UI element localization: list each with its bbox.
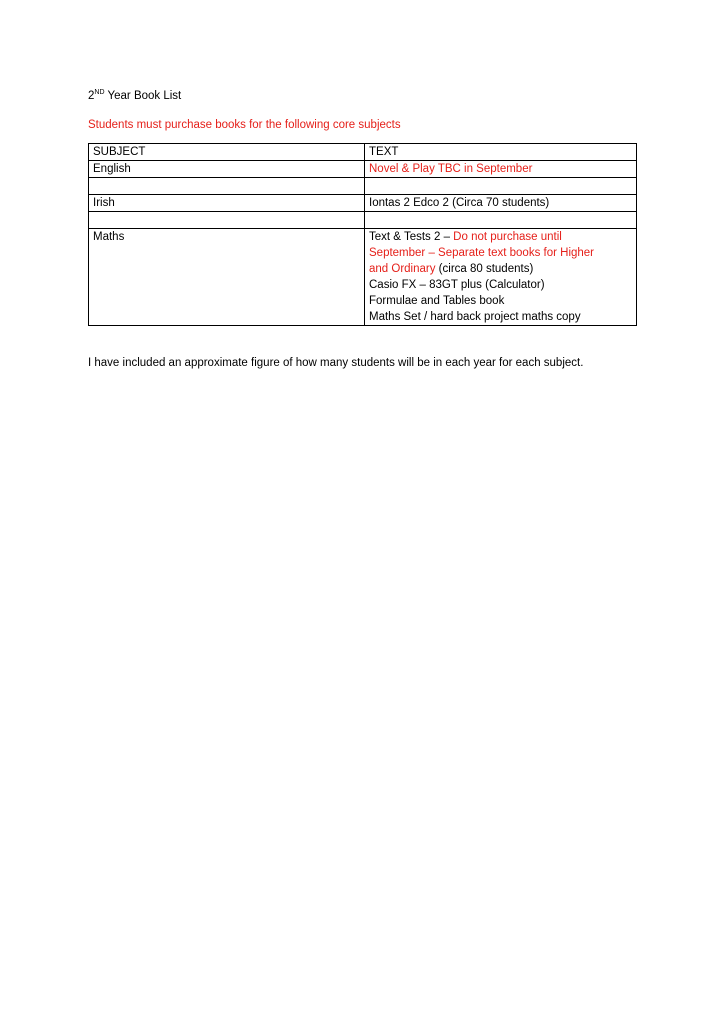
maths-text xyxy=(365,229,637,326)
spacer-cell xyxy=(89,178,365,195)
closing-note: I have included an approximate figure of how many students will be in each year for each subject. xyxy=(88,357,584,369)
maths-line3-black: (circa 80 students) xyxy=(435,263,534,275)
maths-line-6: Maths Set / hard back project maths copy xyxy=(369,311,581,323)
table-row-english xyxy=(89,161,637,178)
table-header-row xyxy=(89,144,637,161)
book-list-table xyxy=(88,143,637,326)
header-subject: SUBJECT xyxy=(89,144,365,161)
english-subject: English xyxy=(89,161,365,178)
maths-line-5: Formulae and Tables book xyxy=(369,295,505,307)
maths-line-4: Casio FX – 83GT plus (Calculator) xyxy=(369,279,545,291)
maths-line1-red: Do not purchase until xyxy=(453,231,562,243)
maths-line1-black: Text & Tests 2 – xyxy=(369,231,454,243)
irish-subject: Irish xyxy=(89,195,365,212)
maths-line-1 xyxy=(369,229,632,245)
header-text: TEXT xyxy=(365,144,637,161)
irish-text: Iontas 2 Edco 2 (Circa 70 students) xyxy=(365,195,637,212)
spacer-cell xyxy=(365,212,637,229)
intro-text: Students must purchase books for the following core subjects xyxy=(88,119,401,131)
title-prefix: 2 xyxy=(88,90,95,102)
page-title xyxy=(88,89,181,103)
table-row-irish xyxy=(89,195,637,212)
title-suffix: Year Book List xyxy=(104,90,182,102)
maths-line3-red: and Ordinary xyxy=(369,263,436,275)
english-text: Novel & Play TBC in September xyxy=(365,161,637,178)
maths-subject: Maths xyxy=(89,229,365,326)
maths-line-3 xyxy=(369,261,632,277)
spacer-cell xyxy=(89,212,365,229)
table-spacer-row xyxy=(89,212,637,229)
table-spacer-row xyxy=(89,178,637,195)
title-superscript: ND xyxy=(94,89,105,97)
table-row-maths xyxy=(89,229,637,326)
maths-line-2: September – Separate text books for Higher xyxy=(369,247,595,259)
spacer-cell xyxy=(365,178,637,195)
